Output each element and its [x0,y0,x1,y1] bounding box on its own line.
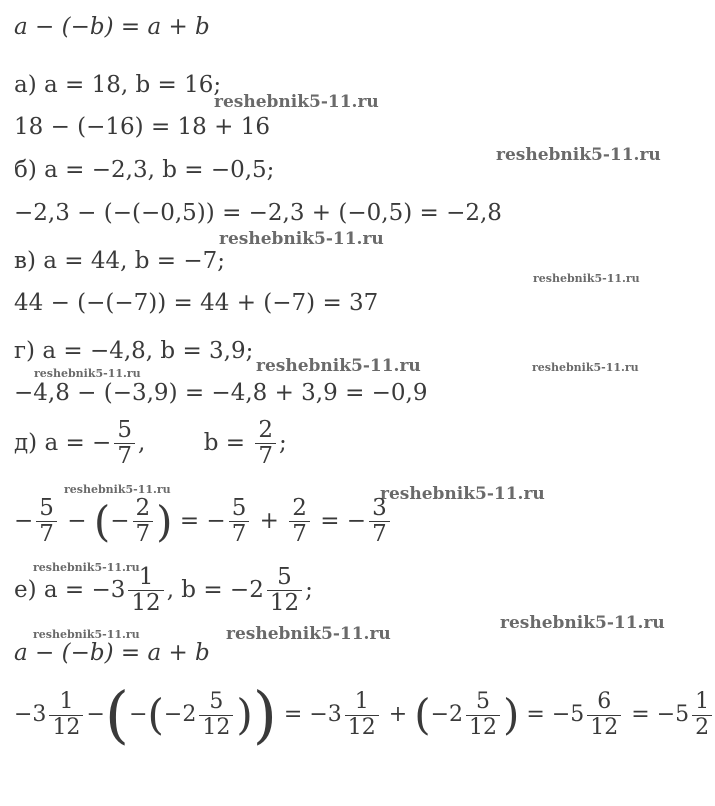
part-d-given: д) a = − $\frac{5}{7}$ , b = $\frac{2}{7}$ ; [14,417,287,470]
watermark: reshebnik5-11.ru [64,483,171,496]
watermark: reshebnik5-11.ru [33,628,140,641]
watermark: reshebnik5-11.ru [34,367,141,380]
rule-formula-repeat: a − (−b) = a + b [14,640,210,666]
part-v-calc: 44 − (−(−7)) = 44 + (−7) = 37 [14,290,379,316]
watermark: reshebnik5-11.ru [226,624,391,644]
part-g-given: г) a = −4,8, b = 3,9; [14,338,254,364]
fraction: $\frac{5}{12}$ [267,565,302,617]
fraction: $\frac{2}{7}$ [255,418,276,470]
part-v-given: в) a = 44, b = −7; [14,248,225,274]
watermark: reshebnik5-11.ru [380,484,545,504]
watermark: reshebnik5-11.ru [219,229,384,249]
part-b-given: б) a = −2,3, b = −0,5; [14,157,275,183]
watermark: reshebnik5-11.ru [533,272,640,285]
watermark: reshebnik5-11.ru [532,361,639,374]
fraction: $\frac{1}{12}$ [49,690,83,739]
fraction: $\frac{5}{7}$ [114,418,135,470]
part-e-calc: −3 $\frac{1}{12}$ −(−(−2 $\frac{5}{12}$ )) = −3 $\frac{1}{12}$ + (−2 $\frac{5}{12}$ ) = −5 $\frac{6}{12}$ = −5 $\frac{1}{2}$ [14,684,715,746]
watermark: reshebnik5-11.ru [500,613,665,633]
part-b-calc: −2,3 − (−(−0,5)) = −2,3 + (−0,5) = −2,8 [14,200,502,226]
fraction: $\frac{5}{7}$ [36,496,57,548]
fraction: $\frac{1}{12}$ [128,565,163,617]
watermark: reshebnik5-11.ru [214,92,379,112]
rule-formula: a − (−b) = a + b [14,14,210,40]
fraction: $\frac{2}{7}$ [289,496,310,548]
watermark: reshebnik5-11.ru [256,356,421,376]
part-g-calc: −4,8 − (−3,9) = −4,8 + 3,9 = −0,9 [14,380,428,406]
fraction: $\frac{1}{2}$ [692,690,712,739]
part-e-given: е) a = −3 $\frac{1}{12}$ , b = −2 $\frac{5}{12}$ ; [14,564,313,617]
fraction: $\frac{2}{7}$ [133,496,154,548]
watermark: reshebnik5-11.ru [496,145,661,165]
fraction: $\frac{6}{12}$ [587,690,621,739]
fraction: $\frac{1}{12}$ [345,690,379,739]
fraction: $\frac{5}{7}$ [229,496,250,548]
fraction: $\frac{5}{12}$ [199,690,233,739]
fraction: $\frac{5}{12}$ [466,690,500,739]
watermark: reshebnik5-11.ru [33,561,140,574]
part-d-calc: − $\frac{5}{7}$ − (− $\frac{2}{7}$ ) = − $\frac{5}{7}$ + $\frac{2}{7}$ = − $\frac{3}{7}$ [14,496,393,548]
fraction: $\frac{3}{7}$ [369,496,390,548]
part-a-calc: 18 − (−16) = 18 + 16 [14,114,270,140]
part-a-given: а) a = 18, b = 16; [14,72,222,98]
